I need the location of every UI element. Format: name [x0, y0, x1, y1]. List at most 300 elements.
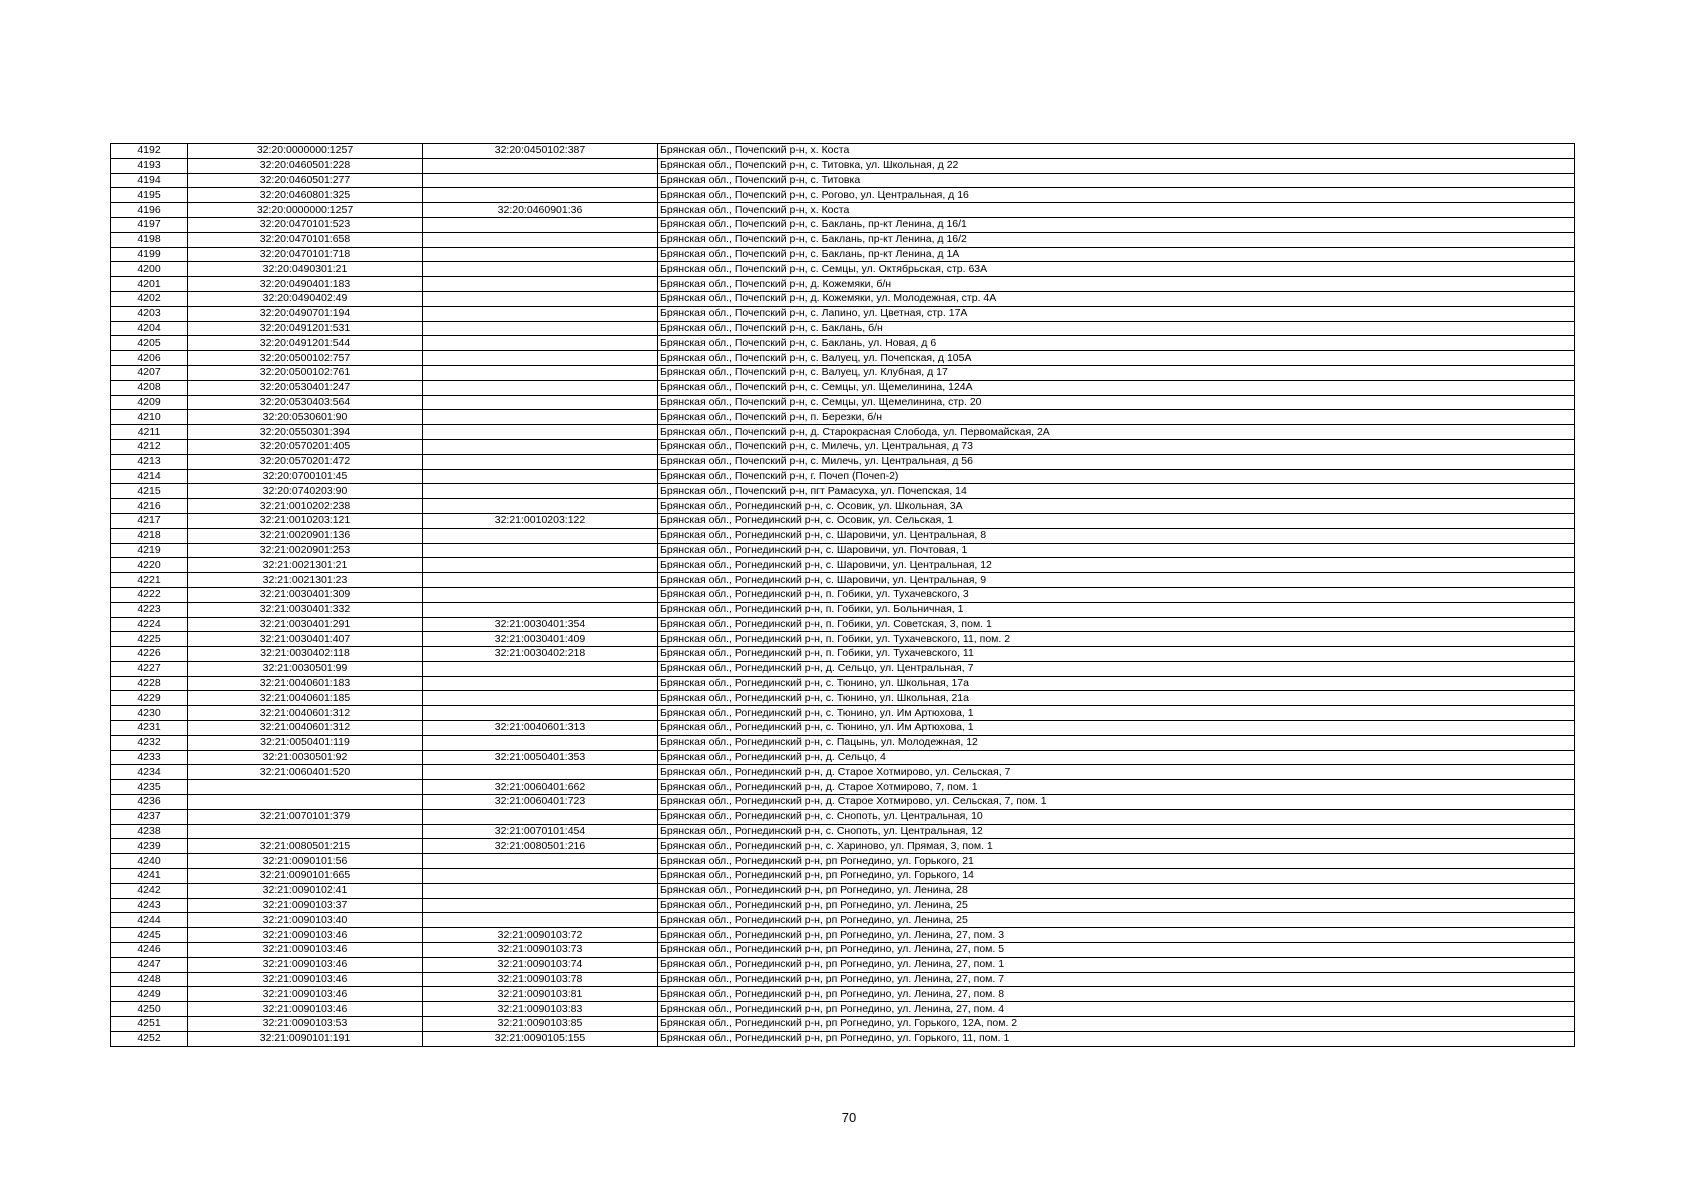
related-cadastral-number-cell: 32:21:0090103:83 — [423, 1002, 658, 1017]
cadastral-number-cell: 32:21:0060401:520 — [188, 765, 423, 780]
row-number-cell: 4219 — [111, 543, 188, 558]
cadastral-number-cell: 32:21:0090103:46 — [188, 957, 423, 972]
cadastral-number-cell: 32:20:0490401:183 — [188, 277, 423, 292]
related-cadastral-number-cell — [423, 439, 658, 454]
row-number-cell: 4197 — [111, 217, 188, 232]
row-number-cell: 4224 — [111, 617, 188, 632]
related-cadastral-number-cell: 32:21:0090103:73 — [423, 943, 658, 958]
related-cadastral-number-cell — [423, 691, 658, 706]
address-cell: Брянская обл., Рогнединский р-н, д. Старое Хотмирово, 7, пом. 1 — [658, 780, 1575, 795]
related-cadastral-number-cell — [423, 528, 658, 543]
row-number-cell: 4208 — [111, 380, 188, 395]
address-cell: Брянская обл., Рогнединский р-н, с. Шаровичи, ул. Центральная, 12 — [658, 558, 1575, 573]
table-row — [111, 943, 1575, 958]
address-cell: Брянская обл., Рогнединский р-н, с. Снопоть, ул. Центральная, 12 — [658, 824, 1575, 839]
related-cadastral-number-cell: 32:21:0030401:354 — [423, 617, 658, 632]
row-number-cell: 4196 — [111, 203, 188, 218]
table-row — [111, 543, 1575, 558]
related-cadastral-number-cell — [423, 898, 658, 913]
cadastral-number-cell: 32:20:0490402:49 — [188, 291, 423, 306]
related-cadastral-number-cell — [423, 351, 658, 366]
related-cadastral-number-cell — [423, 158, 658, 173]
cadastral-number-cell: 32:21:0090103:53 — [188, 1017, 423, 1032]
row-number-cell: 4222 — [111, 587, 188, 602]
cadastral-number-cell: 32:21:0030401:407 — [188, 632, 423, 647]
table-row — [111, 883, 1575, 898]
table-row — [111, 957, 1575, 972]
address-cell: Брянская обл., Рогнединский р-н, рп Рогнедино, ул. Ленина, 27, пом. 3 — [658, 928, 1575, 943]
row-number-cell: 4193 — [111, 158, 188, 173]
related-cadastral-number-cell — [423, 365, 658, 380]
related-cadastral-number-cell — [423, 735, 658, 750]
related-cadastral-number-cell — [423, 425, 658, 440]
cadastral-number-cell: 32:20:0530401:247 — [188, 380, 423, 395]
table-row — [111, 439, 1575, 454]
cadastral-number-cell: 32:20:0550301:394 — [188, 425, 423, 440]
address-cell: Брянская обл., Рогнединский р-н, с. Шаровичи, ул. Центральная, 8 — [658, 528, 1575, 543]
row-number-cell: 4243 — [111, 898, 188, 913]
table-row — [111, 469, 1575, 484]
table-row — [111, 928, 1575, 943]
row-number-cell: 4195 — [111, 188, 188, 203]
cadastral-number-cell: 32:20:0700101:45 — [188, 469, 423, 484]
row-number-cell: 4245 — [111, 928, 188, 943]
table-row — [111, 617, 1575, 632]
table-row — [111, 795, 1575, 810]
cadastral-number-cell — [188, 824, 423, 839]
cadastral-number-cell: 32:21:0040601:312 — [188, 706, 423, 721]
cadastral-number-cell: 32:20:0460501:228 — [188, 158, 423, 173]
address-cell: Брянская обл., Рогнединский р-н, д. Старое Хотмирово, ул. Сельская, 7, пом. 1 — [658, 795, 1575, 810]
related-cadastral-number-cell: 32:20:0450102:387 — [423, 144, 658, 159]
cadastral-number-cell: 32:21:0030401:309 — [188, 587, 423, 602]
row-number-cell: 4246 — [111, 943, 188, 958]
related-cadastral-number-cell: 32:21:0030402:218 — [423, 647, 658, 662]
table-row — [111, 750, 1575, 765]
table-row — [111, 365, 1575, 380]
address-cell: Брянская обл., Почепский р-н, с. Титовка — [658, 173, 1575, 188]
related-cadastral-number-cell — [423, 173, 658, 188]
related-cadastral-number-cell — [423, 247, 658, 262]
row-number-cell: 4215 — [111, 484, 188, 499]
related-cadastral-number-cell: 32:21:0080501:216 — [423, 839, 658, 854]
cadastral-number-cell: 32:21:0090101:191 — [188, 1031, 423, 1046]
table-row — [111, 336, 1575, 351]
table-row — [111, 454, 1575, 469]
related-cadastral-number-cell: 32:21:0060401:662 — [423, 780, 658, 795]
related-cadastral-number-cell — [423, 291, 658, 306]
table-row — [111, 158, 1575, 173]
address-cell: Брянская обл., Рогнединский р-н, д. Сельцо, 4 — [658, 750, 1575, 765]
row-number-cell: 4220 — [111, 558, 188, 573]
address-cell: Брянская обл., Рогнединский р-н, с. Осовик, ул. Сельская, 1 — [658, 513, 1575, 528]
cadastral-number-cell: 32:20:0000000:1257 — [188, 144, 423, 159]
cadastral-number-cell: 32:21:0090103:46 — [188, 1002, 423, 1017]
related-cadastral-number-cell — [423, 883, 658, 898]
cadastral-number-cell: 32:21:0010202:238 — [188, 499, 423, 514]
table-row — [111, 913, 1575, 928]
table-row — [111, 203, 1575, 218]
address-cell: Брянская обл., Рогнединский р-н, рп Рогнедино, ул. Ленина, 27, пом. 1 — [658, 957, 1575, 972]
related-cadastral-number-cell: 32:21:0090103:81 — [423, 987, 658, 1002]
related-cadastral-number-cell — [423, 499, 658, 514]
cadastral-number-cell: 32:21:0090101:56 — [188, 854, 423, 869]
row-number-cell: 4225 — [111, 632, 188, 647]
address-cell: Брянская обл., Рогнединский р-н, рп Рогнедино, ул. Горького, 21 — [658, 854, 1575, 869]
table-row — [111, 484, 1575, 499]
table-row — [111, 188, 1575, 203]
related-cadastral-number-cell — [423, 869, 658, 884]
row-number-cell: 4211 — [111, 425, 188, 440]
table-row — [111, 972, 1575, 987]
table-row — [111, 499, 1575, 514]
address-cell: Брянская обл., Почепский р-н, пгт Рамасуха, ул. Почепская, 14 — [658, 484, 1575, 499]
related-cadastral-number-cell — [423, 395, 658, 410]
address-cell: Брянская обл., Рогнединский р-н, д. Старое Хотмирово, ул. Сельская, 7 — [658, 765, 1575, 780]
table-row — [111, 351, 1575, 366]
related-cadastral-number-cell — [423, 321, 658, 336]
address-cell: Брянская обл., Почепский р-н, х. Коста — [658, 203, 1575, 218]
table-row — [111, 232, 1575, 247]
related-cadastral-number-cell: 32:20:0460901:36 — [423, 203, 658, 218]
address-cell: Брянская обл., Почепский р-н, г. Почеп (Почеп-2) — [658, 469, 1575, 484]
cadastral-number-cell: 32:21:0090103:46 — [188, 943, 423, 958]
row-number-cell: 4237 — [111, 809, 188, 824]
cadastral-number-cell: 32:20:0490701:194 — [188, 306, 423, 321]
related-cadastral-number-cell — [423, 765, 658, 780]
row-number-cell: 4228 — [111, 676, 188, 691]
related-cadastral-number-cell — [423, 277, 658, 292]
row-number-cell: 4216 — [111, 499, 188, 514]
address-cell: Брянская обл., Рогнединский р-н, с. Снопоть, ул. Центральная, 10 — [658, 809, 1575, 824]
related-cadastral-number-cell — [423, 484, 658, 499]
related-cadastral-number-cell — [423, 336, 658, 351]
table-row — [111, 321, 1575, 336]
table-row — [111, 587, 1575, 602]
row-number-cell: 4210 — [111, 410, 188, 425]
address-cell: Брянская обл., Почепский р-н, д. Старокрасная Слобода, ул. Первомайская, 2А — [658, 425, 1575, 440]
table-row — [111, 1017, 1575, 1032]
cadastral-number-cell: 32:21:0030402:118 — [188, 647, 423, 662]
cadastral-number-cell: 32:21:0080501:215 — [188, 839, 423, 854]
registry-table-body — [111, 144, 1575, 1047]
row-number-cell: 4206 — [111, 351, 188, 366]
row-number-cell: 4218 — [111, 528, 188, 543]
address-cell: Брянская обл., Рогнединский р-н, п. Гобики, ул. Советская, 3, пом. 1 — [658, 617, 1575, 632]
cadastral-number-cell: 32:21:0020901:253 — [188, 543, 423, 558]
address-cell: Брянская обл., Рогнединский р-н, рп Рогнедино, ул. Ленина, 27, пом. 5 — [658, 943, 1575, 958]
related-cadastral-number-cell: 32:21:0090103:72 — [423, 928, 658, 943]
row-number-cell: 4201 — [111, 277, 188, 292]
cadastral-number-cell: 32:20:0470101:718 — [188, 247, 423, 262]
related-cadastral-number-cell — [423, 410, 658, 425]
table-row — [111, 262, 1575, 277]
address-cell: Брянская обл., Почепский р-н, с. Семцы, ул. Щемелинина, 124А — [658, 380, 1575, 395]
address-cell: Брянская обл., Почепский р-н, с. Семцы, ул. Щемелинина, стр. 20 — [658, 395, 1575, 410]
cadastral-number-cell: 32:21:0021301:23 — [188, 573, 423, 588]
related-cadastral-number-cell: 32:21:0010203:122 — [423, 513, 658, 528]
related-cadastral-number-cell — [423, 232, 658, 247]
cadastral-number-cell: 32:21:0021301:21 — [188, 558, 423, 573]
related-cadastral-number-cell — [423, 380, 658, 395]
row-number-cell: 4217 — [111, 513, 188, 528]
address-cell: Брянская обл., Рогнединский р-н, рп Рогнедино, ул. Ленина, 27, пом. 8 — [658, 987, 1575, 1002]
table-row — [111, 691, 1575, 706]
row-number-cell: 4229 — [111, 691, 188, 706]
address-cell: Брянская обл., Рогнединский р-н, с. Хариново, ул. Прямая, 3, пом. 1 — [658, 839, 1575, 854]
address-cell: Брянская обл., Почепский р-н, х. Коста — [658, 144, 1575, 159]
related-cadastral-number-cell — [423, 587, 658, 602]
table-row — [111, 528, 1575, 543]
row-number-cell: 4251 — [111, 1017, 188, 1032]
related-cadastral-number-cell — [423, 188, 658, 203]
table-row — [111, 247, 1575, 262]
cadastral-number-cell: 32:20:0500102:757 — [188, 351, 423, 366]
related-cadastral-number-cell — [423, 661, 658, 676]
related-cadastral-number-cell — [423, 573, 658, 588]
row-number-cell: 4230 — [111, 706, 188, 721]
row-number-cell: 4238 — [111, 824, 188, 839]
address-cell: Брянская обл., Рогнединский р-н, рп Рогнедино, ул. Ленина, 25 — [658, 913, 1575, 928]
row-number-cell: 4212 — [111, 439, 188, 454]
table-row — [111, 395, 1575, 410]
related-cadastral-number-cell: 32:21:0030401:409 — [423, 632, 658, 647]
cadastral-number-cell: 32:21:0040601:312 — [188, 721, 423, 736]
address-cell: Брянская обл., Рогнединский р-н, рп Рогнедино, ул. Ленина, 25 — [658, 898, 1575, 913]
cadastral-number-cell: 32:21:0030401:291 — [188, 617, 423, 632]
row-number-cell: 4203 — [111, 306, 188, 321]
address-cell: Брянская обл., Рогнединский р-н, с. Осовик, ул. Школьная, 3А — [658, 499, 1575, 514]
cadastral-number-cell: 32:21:0050401:119 — [188, 735, 423, 750]
table-row — [111, 987, 1575, 1002]
address-cell: Брянская обл., Рогнединский р-н, п. Гобики, ул. Тухачевского, 11 — [658, 647, 1575, 662]
table-row — [111, 573, 1575, 588]
table-row — [111, 602, 1575, 617]
related-cadastral-number-cell — [423, 809, 658, 824]
cadastral-number-cell: 32:20:0470101:523 — [188, 217, 423, 232]
related-cadastral-number-cell — [423, 854, 658, 869]
row-number-cell: 4231 — [111, 721, 188, 736]
table-row — [111, 144, 1575, 159]
address-cell: Брянская обл., Почепский р-н, с. Баклань, пр-кт Ленина, д 1А — [658, 247, 1575, 262]
address-cell: Брянская обл., Рогнединский р-н, п. Гобики, ул. Тухачевского, 11, пом. 2 — [658, 632, 1575, 647]
row-number-cell: 4227 — [111, 661, 188, 676]
cadastral-number-cell: 32:21:0040601:185 — [188, 691, 423, 706]
cadastral-number-cell: 32:20:0491201:544 — [188, 336, 423, 351]
table-row — [111, 854, 1575, 869]
related-cadastral-number-cell: 32:21:0040601:313 — [423, 721, 658, 736]
cadastral-number-cell: 32:20:0530601:90 — [188, 410, 423, 425]
table-row — [111, 1002, 1575, 1017]
row-number-cell: 4244 — [111, 913, 188, 928]
cadastral-number-cell — [188, 795, 423, 810]
related-cadastral-number-cell: 32:21:0090103:78 — [423, 972, 658, 987]
related-cadastral-number-cell: 32:21:0060401:723 — [423, 795, 658, 810]
table-row — [111, 277, 1575, 292]
related-cadastral-number-cell — [423, 676, 658, 691]
row-number-cell: 4214 — [111, 469, 188, 484]
cadastral-number-cell: 32:21:0010203:121 — [188, 513, 423, 528]
cadastral-number-cell: 32:20:0740203:90 — [188, 484, 423, 499]
table-row — [111, 306, 1575, 321]
cadastral-number-cell: 32:21:0090101:665 — [188, 869, 423, 884]
table-row — [111, 380, 1575, 395]
address-cell: Брянская обл., Почепский р-н, с. Валуец, ул. Почепская, д 105А — [658, 351, 1575, 366]
cadastral-number-cell: 32:20:0470101:658 — [188, 232, 423, 247]
row-number-cell: 4234 — [111, 765, 188, 780]
row-number-cell: 4247 — [111, 957, 188, 972]
table-row — [111, 839, 1575, 854]
related-cadastral-number-cell — [423, 706, 658, 721]
table-row — [111, 780, 1575, 795]
table-row — [111, 410, 1575, 425]
row-number-cell: 4221 — [111, 573, 188, 588]
address-cell: Брянская обл., Почепский р-н, п. Березки, б/н — [658, 410, 1575, 425]
cadastral-number-cell: 32:21:0090103:46 — [188, 928, 423, 943]
cadastral-number-cell: 32:20:0570201:405 — [188, 439, 423, 454]
address-cell: Брянская обл., Почепский р-н, с. Валуец, ул. Клубная, д 17 — [658, 365, 1575, 380]
row-number-cell: 4242 — [111, 883, 188, 898]
table-row — [111, 632, 1575, 647]
table-row — [111, 425, 1575, 440]
row-number-cell: 4241 — [111, 869, 188, 884]
address-cell: Брянская обл., Почепский р-н, с. Баклань, б/н — [658, 321, 1575, 336]
row-number-cell: 4232 — [111, 735, 188, 750]
related-cadastral-number-cell — [423, 306, 658, 321]
row-number-cell: 4239 — [111, 839, 188, 854]
cadastral-number-cell: 32:21:0090103:46 — [188, 972, 423, 987]
cadastral-number-cell: 32:21:0040601:183 — [188, 676, 423, 691]
related-cadastral-number-cell — [423, 454, 658, 469]
related-cadastral-number-cell — [423, 558, 658, 573]
row-number-cell: 4209 — [111, 395, 188, 410]
row-number-cell: 4249 — [111, 987, 188, 1002]
table-row — [111, 173, 1575, 188]
cadastral-number-cell: 32:21:0030401:332 — [188, 602, 423, 617]
related-cadastral-number-cell: 32:21:0070101:454 — [423, 824, 658, 839]
address-cell: Брянская обл., Почепский р-н, с. Баклань, пр-кт Ленина, д 16/2 — [658, 232, 1575, 247]
row-number-cell: 4248 — [111, 972, 188, 987]
address-cell: Брянская обл., Рогнединский р-н, рп Рогнедино, ул. Горького, 14 — [658, 869, 1575, 884]
address-cell: Брянская обл., Почепский р-н, с. Семцы, ул. Октябрьская, стр. 63А — [658, 262, 1575, 277]
cadastral-number-cell: 32:20:0460801:325 — [188, 188, 423, 203]
related-cadastral-number-cell — [423, 543, 658, 558]
page-number: 70 — [841, 1110, 857, 1125]
row-number-cell: 4235 — [111, 780, 188, 795]
table-row — [111, 706, 1575, 721]
address-cell: Брянская обл., Почепский р-н, с. Рогово, ул. Центральная, д 16 — [658, 188, 1575, 203]
related-cadastral-number-cell: 32:21:0090103:74 — [423, 957, 658, 972]
table-row — [111, 558, 1575, 573]
address-cell: Брянская обл., Рогнединский р-н, рп Рогнедино, ул. Ленина, 27, пом. 4 — [658, 1002, 1575, 1017]
row-number-cell: 4200 — [111, 262, 188, 277]
address-cell: Брянская обл., Рогнединский р-н, с. Шаровичи, ул. Почтовая, 1 — [658, 543, 1575, 558]
address-cell: Брянская обл., Почепский р-н, с. Баклань, пр-кт Ленина, д 16/1 — [658, 217, 1575, 232]
address-cell: Брянская обл., Рогнединский р-н, п. Гобики, ул. Тухачевского, 3 — [658, 587, 1575, 602]
address-cell: Брянская обл., Почепский р-н, с. Титовка, ул. Школьная, д 22 — [658, 158, 1575, 173]
cadastral-number-cell: 32:21:0090103:37 — [188, 898, 423, 913]
cadastral-number-cell: 32:20:0530403:564 — [188, 395, 423, 410]
cadastral-number-cell: 32:20:0570201:472 — [188, 454, 423, 469]
table-row — [111, 217, 1575, 232]
table-row — [111, 898, 1575, 913]
row-number-cell: 4240 — [111, 854, 188, 869]
address-cell: Брянская обл., Рогнединский р-н, рп Рогнедино, ул. Горького, 11, пом. 1 — [658, 1031, 1575, 1046]
address-cell: Брянская обл., Почепский р-н, д. Кожемяки, б/н — [658, 277, 1575, 292]
row-number-cell: 4207 — [111, 365, 188, 380]
related-cadastral-number-cell: 32:21:0090105:155 — [423, 1031, 658, 1046]
table-row — [111, 676, 1575, 691]
cadastral-number-cell: 32:20:0000000:1257 — [188, 203, 423, 218]
address-cell: Брянская обл., Рогнединский р-н, рп Рогнедино, ул. Ленина, 28 — [658, 883, 1575, 898]
row-number-cell: 4236 — [111, 795, 188, 810]
related-cadastral-number-cell — [423, 602, 658, 617]
row-number-cell: 4233 — [111, 750, 188, 765]
address-cell: Брянская обл., Почепский р-н, с. Милечь, ул. Центральная, д 56 — [658, 454, 1575, 469]
address-cell: Брянская обл., Рогнединский р-н, п. Гобики, ул. Больничная, 1 — [658, 602, 1575, 617]
row-number-cell: 4204 — [111, 321, 188, 336]
cadastral-number-cell: 32:20:0491201:531 — [188, 321, 423, 336]
registry-table — [110, 143, 1575, 1047]
address-cell: Брянская обл., Почепский р-н, с. Лапино, ул. Цветная, стр. 17А — [658, 306, 1575, 321]
row-number-cell: 4192 — [111, 144, 188, 159]
table-row — [111, 661, 1575, 676]
table-row — [111, 765, 1575, 780]
address-cell: Брянская обл., Рогнединский р-н, с. Тюнино, ул. Школьная, 21а — [658, 691, 1575, 706]
row-number-cell: 4252 — [111, 1031, 188, 1046]
cadastral-number-cell: 32:21:0030501:92 — [188, 750, 423, 765]
address-cell: Брянская обл., Рогнединский р-н, рп Рогнедино, ул. Ленина, 27, пом. 7 — [658, 972, 1575, 987]
row-number-cell: 4250 — [111, 1002, 188, 1017]
address-cell: Брянская обл., Рогнединский р-н, с. Пацынь, ул. Молодежная, 12 — [658, 735, 1575, 750]
table-row — [111, 824, 1575, 839]
table-row — [111, 513, 1575, 528]
row-number-cell: 4202 — [111, 291, 188, 306]
address-cell: Брянская обл., Почепский р-н, с. Баклань, ул. Новая, д 6 — [658, 336, 1575, 351]
cadastral-number-cell: 32:21:0070101:379 — [188, 809, 423, 824]
address-cell: Брянская обл., Почепский р-н, д. Кожемяки, ул. Молодежная, стр. 4А — [658, 291, 1575, 306]
row-number-cell: 4198 — [111, 232, 188, 247]
related-cadastral-number-cell — [423, 913, 658, 928]
address-cell: Брянская обл., Рогнединский р-н, с. Шаровичи, ул. Центральная, 9 — [658, 573, 1575, 588]
table-row — [111, 1031, 1575, 1046]
address-cell: Брянская обл., Рогнединский р-н, с. Тюнино, ул. Им Артюхова, 1 — [658, 706, 1575, 721]
cadastral-number-cell: 32:21:0090103:40 — [188, 913, 423, 928]
address-cell: Брянская обл., Рогнединский р-н, с. Тюнино, ул. Школьная, 17а — [658, 676, 1575, 691]
cadastral-number-cell: 32:21:0020901:136 — [188, 528, 423, 543]
related-cadastral-number-cell: 32:21:0090103:85 — [423, 1017, 658, 1032]
related-cadastral-number-cell: 32:21:0050401:353 — [423, 750, 658, 765]
table-row — [111, 647, 1575, 662]
cadastral-number-cell: 32:21:0090102:41 — [188, 883, 423, 898]
address-cell: Брянская обл., Рогнединский р-н, рп Рогнедино, ул. Горького, 12А, пом. 2 — [658, 1017, 1575, 1032]
row-number-cell: 4226 — [111, 647, 188, 662]
table-row — [111, 721, 1575, 736]
row-number-cell: 4223 — [111, 602, 188, 617]
cadastral-number-cell: 32:20:0460501:277 — [188, 173, 423, 188]
table-row — [111, 735, 1575, 750]
address-cell: Брянская обл., Рогнединский р-н, с. Тюнино, ул. Им Артюхова, 1 — [658, 721, 1575, 736]
table-row — [111, 291, 1575, 306]
related-cadastral-number-cell — [423, 469, 658, 484]
related-cadastral-number-cell — [423, 262, 658, 277]
address-cell: Брянская обл., Рогнединский р-н, д. Сельцо, ул. Центральная, 7 — [658, 661, 1575, 676]
row-number-cell: 4194 — [111, 173, 188, 188]
row-number-cell: 4199 — [111, 247, 188, 262]
address-cell: Брянская обл., Почепский р-н, с. Милечь, ул. Центральная, д 73 — [658, 439, 1575, 454]
row-number-cell: 4205 — [111, 336, 188, 351]
related-cadastral-number-cell — [423, 217, 658, 232]
